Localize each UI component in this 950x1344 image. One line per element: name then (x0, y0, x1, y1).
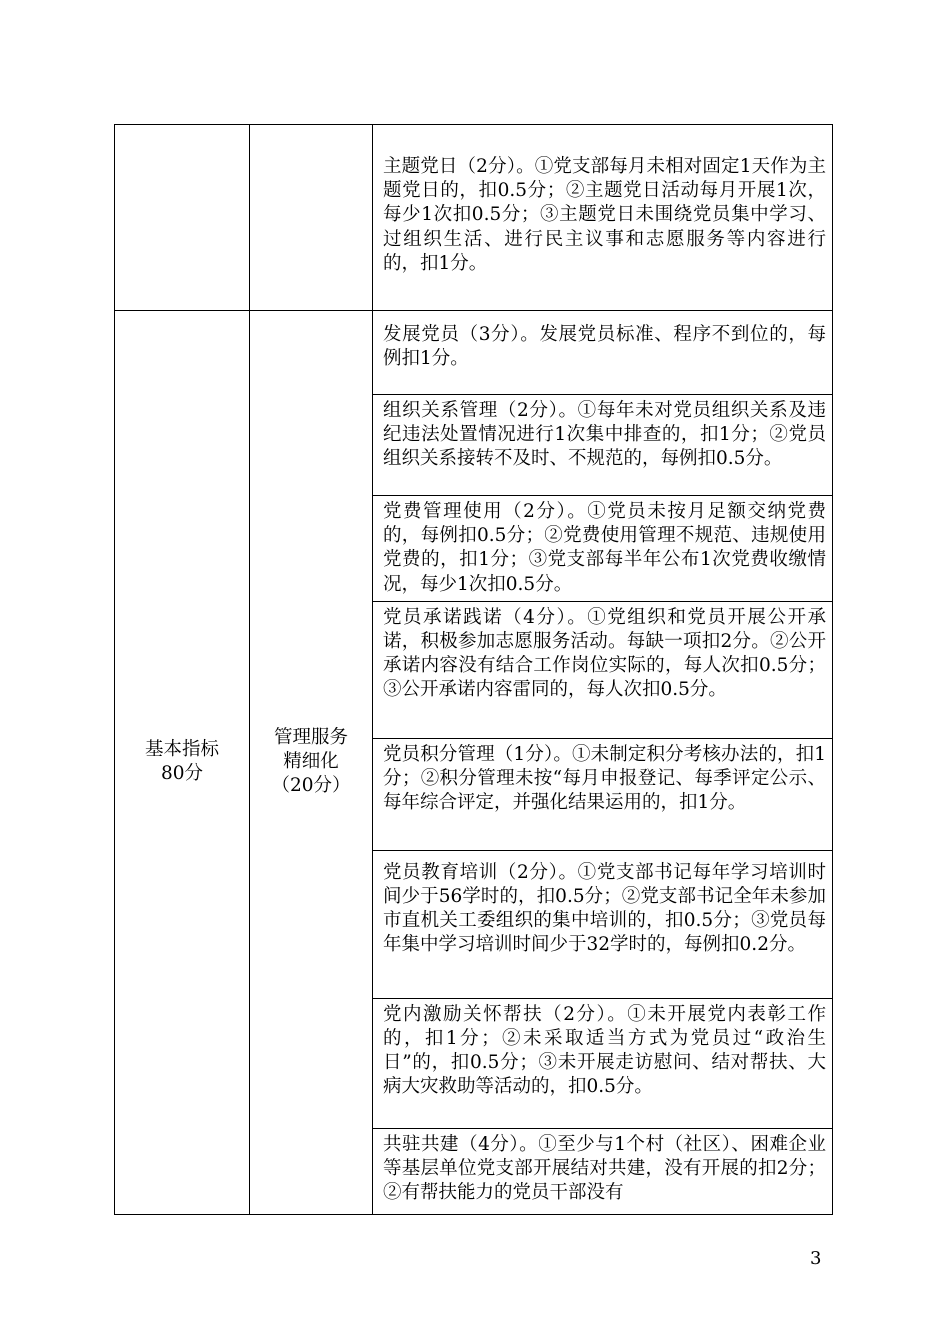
item-text: 发展党员（3分）。发展党员标准、程序不到位的，每例扣1分。 (383, 324, 826, 370)
item-cell (373, 311, 833, 395)
item-text: 党内激励关怀帮扶（2分）。①未开展党内表彰工作的，扣1分；②未采取适当方式为党员过“政治生日”的，扣0.5分；③未开展走访慰问、结对帮扶、大病大灾救助等活动的，扣0.5分。 (383, 1003, 826, 1098)
item-cell (373, 395, 833, 496)
item-text: 党员教育培训（2分）。①党支部书记每年学习培训时间少于56学时的，扣0.5分；②党支部书记全年未参加市直机关工委组织的集中培训的，扣0.5分；③党员每年集中学习培训时间少于32学时的，每例扣0.2分。 (383, 861, 826, 956)
item-cell (373, 738, 833, 850)
item-cell (373, 601, 833, 738)
item-cell (373, 850, 833, 998)
subcategory-label-line1: 管理服务 (273, 727, 348, 749)
subcategory-cell (250, 311, 373, 1215)
item-text: 组织关系管理（2分）。①每年未对党员组织关系及违纪违法处置情况进行1次集中排查的，扣1分；②党员组织关系接转不及时、不规范的，每例扣0.5分。 (383, 400, 826, 470)
table-row (115, 311, 833, 395)
item-text: 共驻共建（4分）。①至少与1个村（社区）、困难企业等基层单位党支部开展结对共建，没有开展的扣2分；②有帮扶能力的党员干部没有 (383, 1133, 826, 1204)
assessment-table (114, 124, 833, 1215)
empty-subcategory-cell (250, 125, 373, 311)
subcategory-label-line3: （20分） (271, 775, 351, 797)
page-number: 3 (810, 1248, 822, 1269)
item-text: 党员积分管理（1分）。①未制定积分考核办法的，扣1分；②积分管理未按“每月申报登记、每季评定公示、每年综合评定，并强化结果运用的，扣1分。 (383, 743, 826, 814)
item-text: 党员承诺践诺（4分）。①党组织和党员开展公开承诺，积极参加志愿服务活动。每缺一项扣2分。②公开承诺内容没有结合工作岗位实际的，每人次扣0.5分；③公开承诺内容雷同的，每人次扣0.5分。 (383, 606, 826, 701)
subcategory-label-line2: 精细化 (283, 751, 339, 773)
item-text: 党费管理使用（2分）。①党员未按月足额交纳党费的，每例扣0.5分；②党费使用管理不规范、违规使用党费的，扣1分；③党支部每半年公布1次党费收缴情况，每少1次扣0.5分。 (383, 501, 826, 595)
category-label-line1: 基本指标 (144, 739, 219, 761)
table-row (115, 125, 833, 311)
item-text-theme-party-day: 主题党日（2分）。①党支部每月未相对固定1天作为主题党日的，扣0.5分；②主题党日活动每月开展1次，每少1次扣0.5分；③主题党日未围绕党员集中学习、过组织生活、进行民主议事和志愿服务等内容进行的，扣1分。 (383, 156, 826, 274)
item-cell (373, 125, 833, 311)
category-label-line2: 80分 (160, 763, 204, 785)
empty-category-cell (115, 125, 250, 311)
item-cell (373, 1128, 833, 1214)
category-cell (115, 311, 250, 1215)
item-cell (373, 496, 833, 602)
item-cell (373, 998, 833, 1128)
